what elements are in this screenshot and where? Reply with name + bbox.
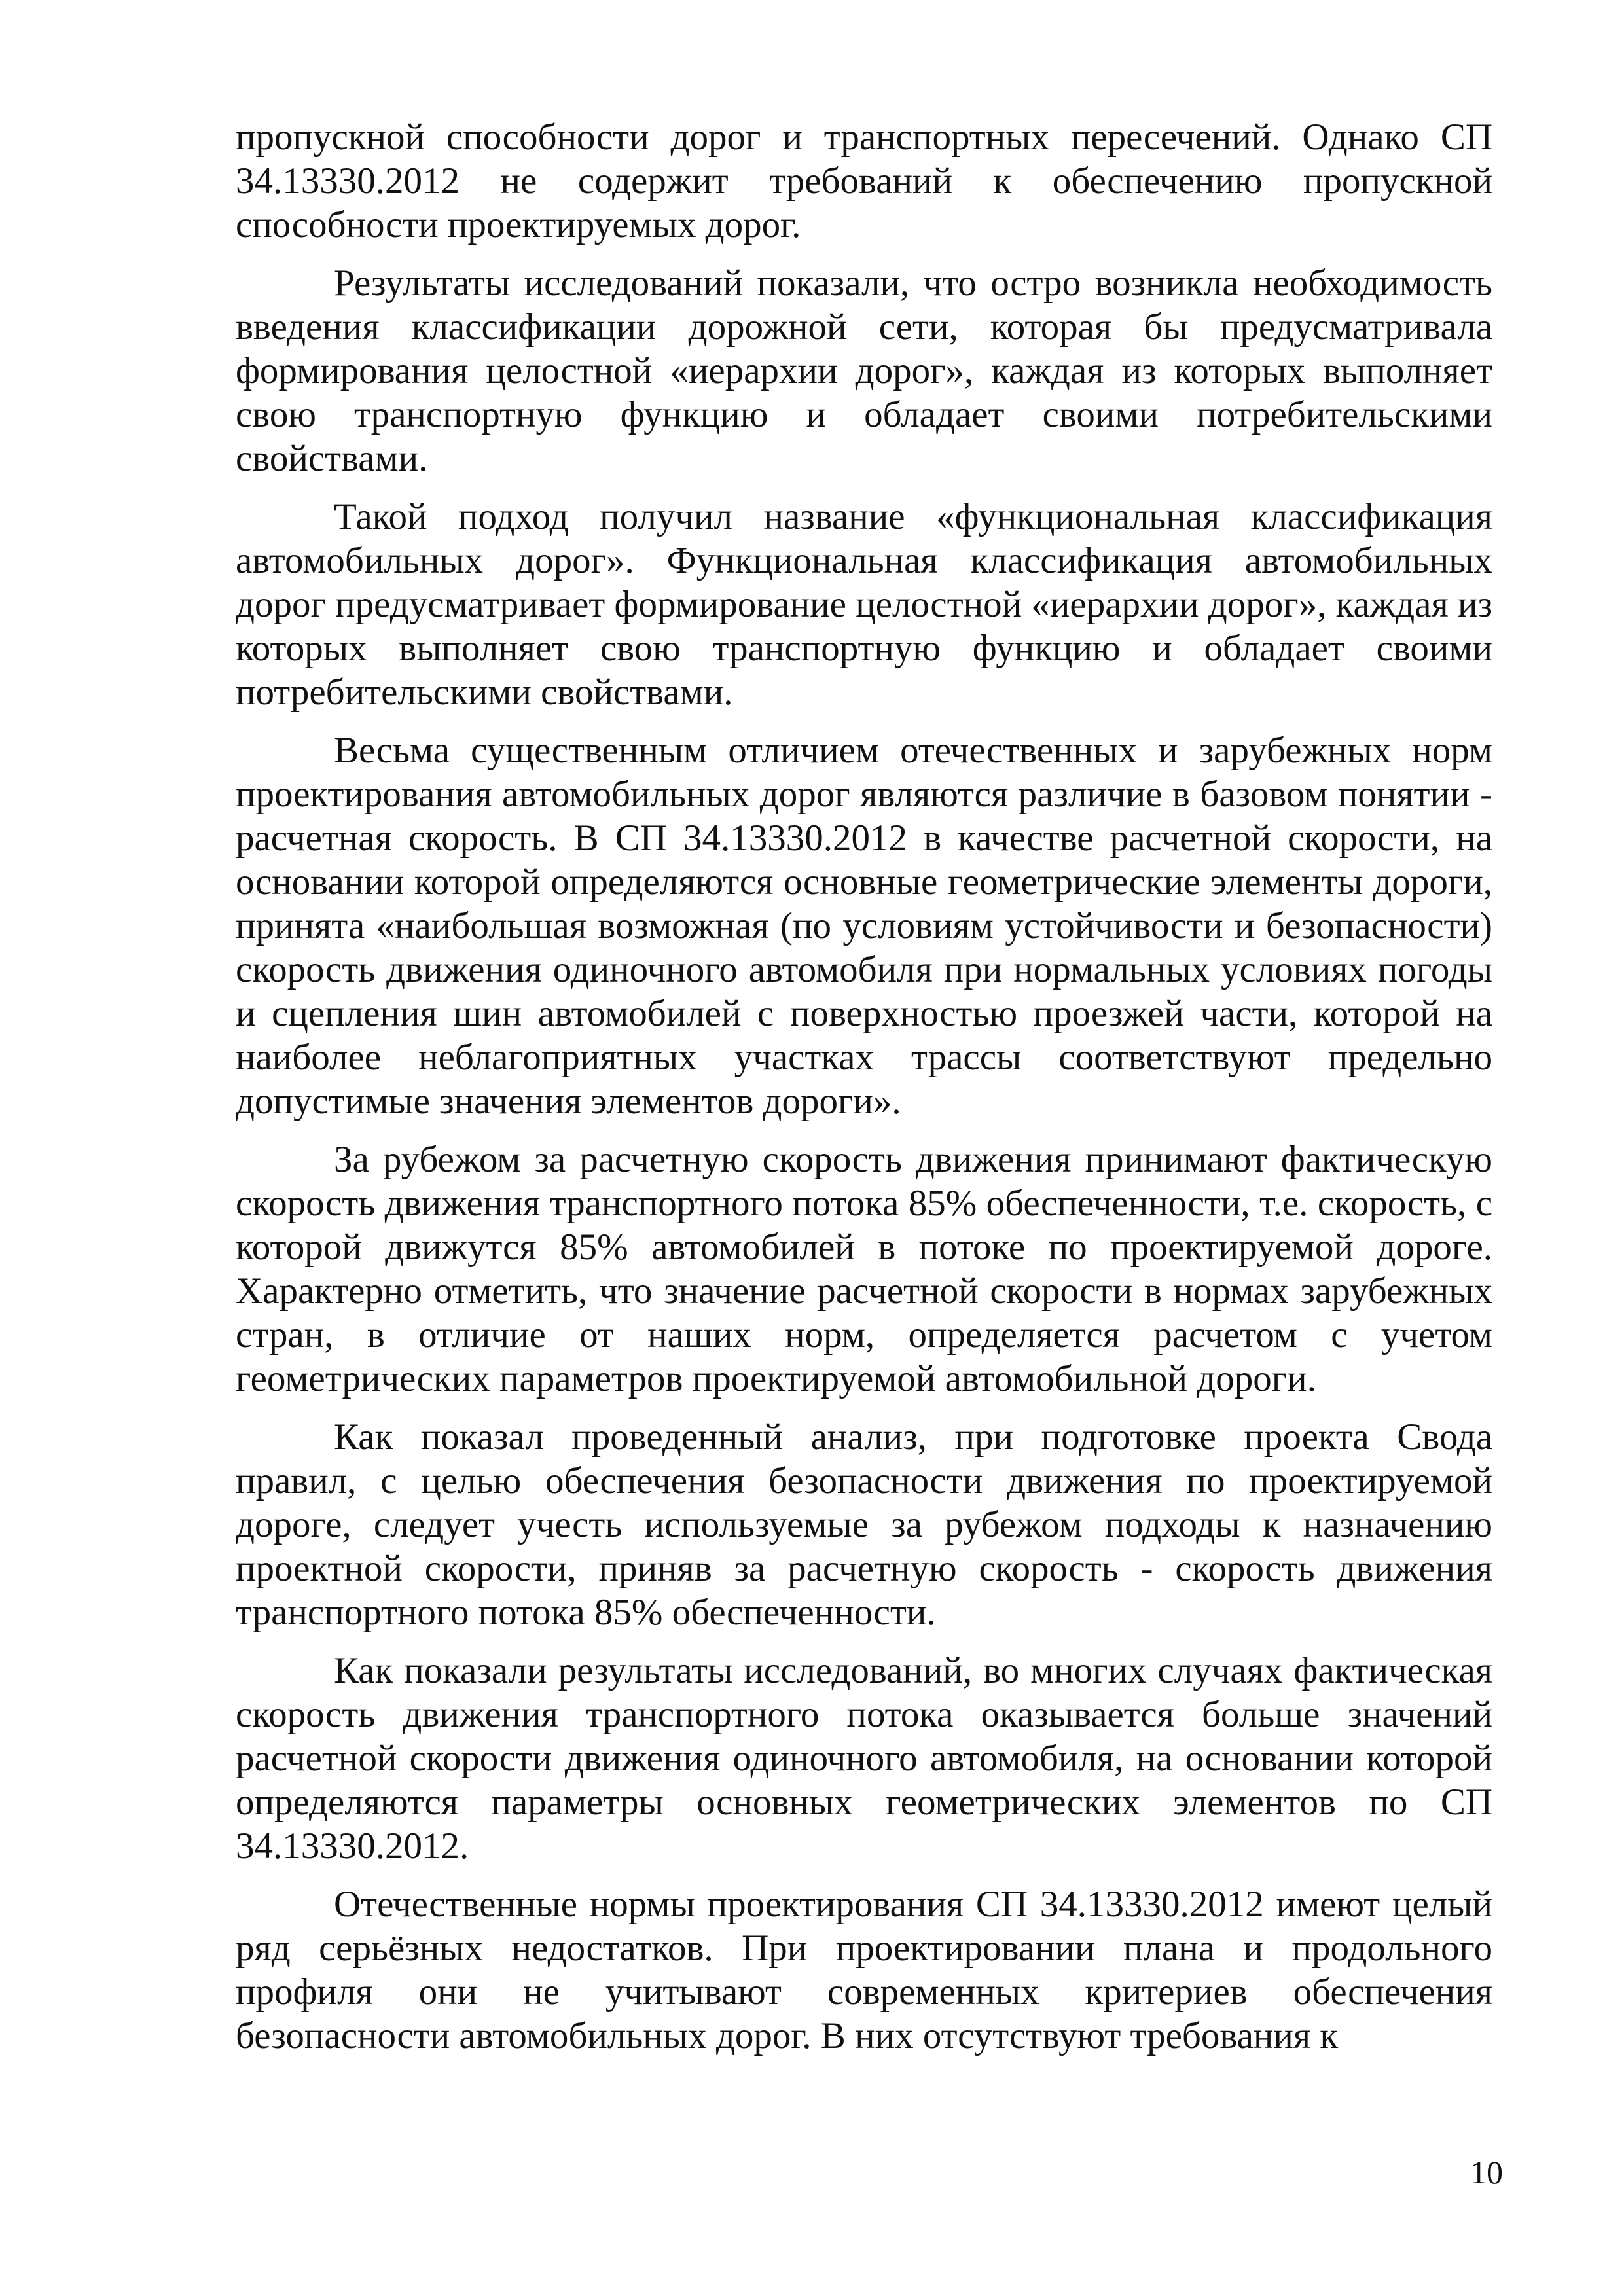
- paragraph-research-results: Результаты исследований показали, что остро возникла необходимость введения классификации дорожной сети, которая бы предусматривала формирования целостной «иерархии дорог», каждая из которых выполняет свою транспортную функцию и обладает своими потребительскими свойствами.: [236, 262, 1492, 479]
- paragraph-foreign-design-speed: За рубежом за расчетную скорость движения принимают фактическую скорость движения транспортного потока 85% обеспеченности, т.е. скорость, с которой движутся 85% автомобилей в потоке по проектируемой дороге. Характерно отметить, что значение расчетной скорости в нормах зарубежных стран, в отличие от наших норм, определяется расчетом с учетом геометрических параметров проектируемой автомобильной дороги.: [236, 1139, 1492, 1399]
- paragraph-analysis: Как показал проведенный анализ, при подготовке проекта Свода правил, с целью обеспечения безопасности движения по проектируемой дороге, следует учесть используемые за рубежом подходы к назначению проектной скорости, приняв за расчетную скорость - скорость движения транспортного потока 85% обеспеченности.: [236, 1416, 1492, 1633]
- document-body: [236, 115, 1492, 2072]
- paragraph-continuation: пропускной способности дорог и транспортных пересечений. Однако СП 34.13330.2012 не содержит требований к обеспечению пропускной способности проектируемых дорог.: [236, 117, 1492, 245]
- paragraph-domestic-norms: Отечественные нормы проектирования СП 34.13330.2012 имеют целый ряд серьёзных недостатков. При проектировании плана и продольного профиля они не учитывают современных критериев обеспечения безопасности автомобильных дорог. В них отсутствуют требования к: [236, 1884, 1492, 2056]
- page-number: 10: [1470, 2154, 1503, 2191]
- paragraph-design-speed-difference: Весьма существенным отличием отечественных и зарубежных норм проектирования автомобильных дорог являются различие в базовом понятии - расчетная скорость. В СП 34.13330.2012 в качестве расчетной скорости, на основании которой определяются основные геометрические элементы дороги, принята «наибольшая возможная (по условиям устойчивости и безопасности) скорость движения одиночного автомобиля при нормальных условиях погоды и сцепления шин автомобилей с поверхностью проезжей части, которой на наиболее неблагоприятных участках трассы соответствуют предельно допустимые значения элементов дороги».: [236, 730, 1492, 1122]
- paragraph-functional-classification: Такой подход получил название «функциональная классификация автомобильных дорог». Функциональная классификация автомобильных дорог предусматривает формирование целостной «иерархии дорог», каждая из которых выполняет свою транспортную функцию и обладает своими потребительскими свойствами.: [236, 496, 1492, 713]
- paragraph-actual-speed: Как показали результаты исследований, во многих случаях фактическая скорость движения транспортного потока оказывается больше значений расчетной скорости движения одиночного автомобиля, на основании которой определяются параметры основных геометрических элементов по СП 34.13330.2012.: [236, 1650, 1492, 1867]
